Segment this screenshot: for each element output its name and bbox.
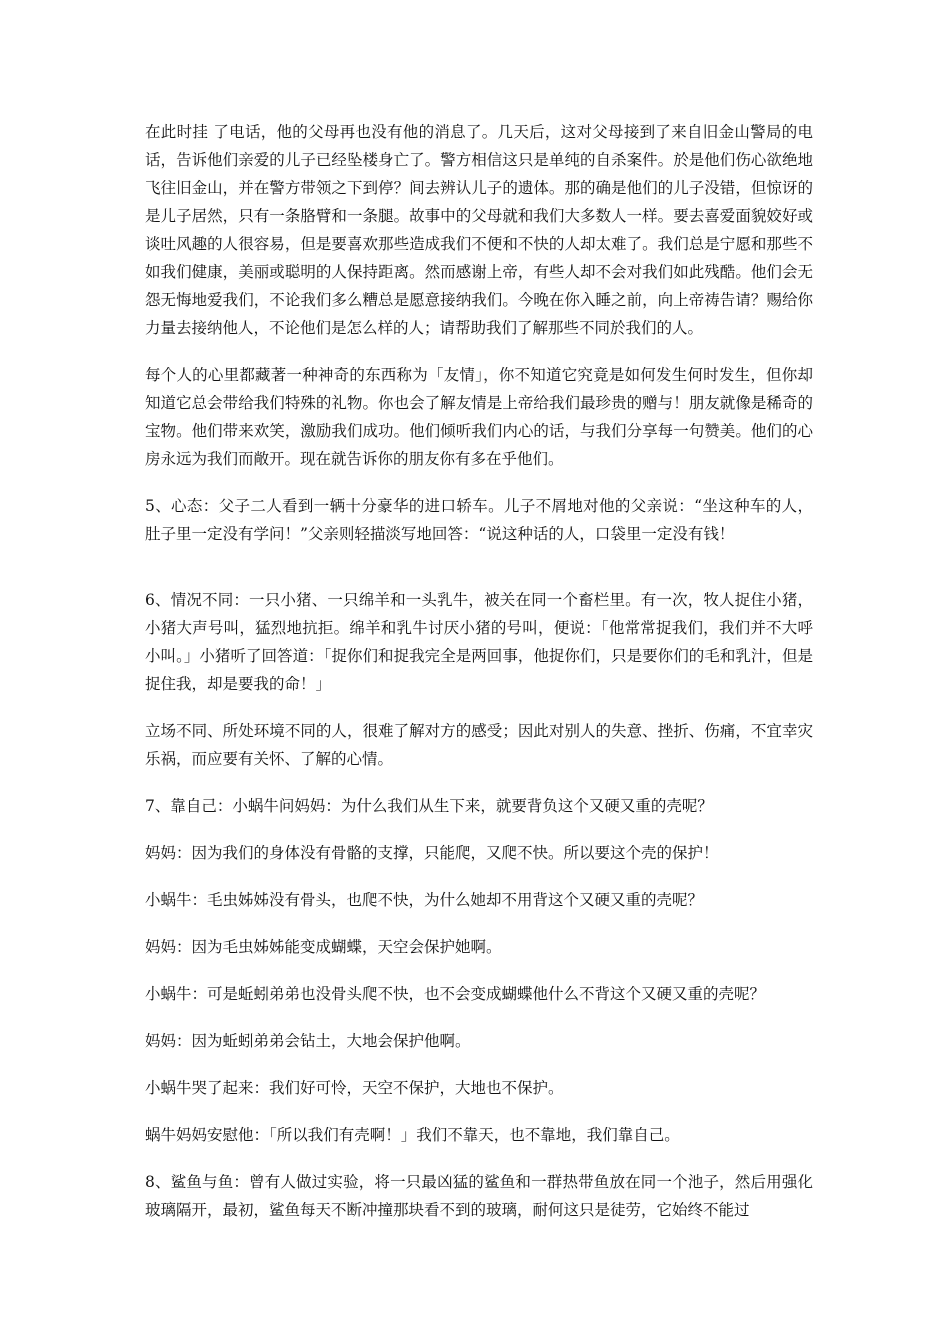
paragraph-friendship: 每个人的心里都藏著一种神奇的东西称为「友情」，你不知道它究竟是如何发生何时发生，但你却知道它总会带给我们特殊的礼物。你也会了解友情是上帝给我们最珍贵的赠与！朋友就像是稀奇的宝物。他们带来欢笑，激励我们成功。他们倾听我们内心的话，与我们分享每一句赞美。他们的心房永远为我们而敞开。现在就告诉你的朋友你有多在乎他们。 — [145, 366, 813, 468]
paragraph-story-7-line-3: 妈妈：因为毛虫姊姊能变成蝴蝶，天空会保护她啊。 — [145, 938, 502, 956]
paragraph-story-7-line-7: 蜗牛妈妈安慰他：「所以我们有壳啊！」我们不靠天，也不靠地，我们靠自己。 — [145, 1126, 680, 1144]
paragraph-story-8-shark: 8、鲨鱼与鱼：曾有人做过实验，将一只最凶猛的鲨鱼和一群热带鱼放在同一个池子，然后用强化玻璃隔开，最初，鲨鱼每天不断冲撞那块看不到的玻璃，耐何这只是徒劳，它始终不能过 — [145, 1173, 813, 1219]
paragraph-story-7-line-2: 小蜗牛：毛虫姊姊没有骨头，也爬不快，为什么她却不用背这个又硬又重的壳呢？ — [145, 891, 704, 909]
paragraph-story-6-moral: 立场不同、所处环境不同的人，很难了解对方的感受；因此对别人的失意、挫折、伤痛，不宜幸灾乐祸，而应要有关怀、了解的心情。 — [145, 722, 813, 768]
paragraph-story-6-different-situation: 6、情况不同：一只小猪、一只绵羊和一头乳牛，被关在同一个畜栏里。有一次，牧人捉住小猪，小猪大声号叫，猛烈地抗拒。绵羊和乳牛讨厌小猪的号叫，便说：「他常常捉我们，我们并不大呼小叫。」小猪听了回答道：「捉你们和捉我完全是两回事，他捉你们，只是要你们的毛和乳汁，但是捉住我，却是要我的命！」 — [145, 591, 813, 693]
paragraph-story-7-line-4: 小蜗牛：可是蚯蚓弟弟也没骨头爬不快，也不会变成蝴蝶他什么不背这个又硬又重的壳呢？ — [145, 985, 766, 1003]
paragraph-story-7-line-5: 妈妈：因为蚯蚓弟弟会钻土，大地会保护他啊。 — [145, 1032, 471, 1050]
paragraph-story-7-title: 7、靠自己：小蜗牛问妈妈：为什么我们从生下来，就要背负这个又硬又重的壳呢？ — [145, 797, 713, 815]
document-body — [145, 118, 813, 1243]
paragraph-story-5-mindset: 5、心态：父子二人看到一辆十分豪华的进口轿车。儿子不屑地对他的父亲说：“坐这种车的人，肚子里一定没有学问！”父亲则轻描淡写地回答：“说这种话的人，口袋里一定没有钱！ — [145, 497, 813, 543]
paragraph-story-7-line-6: 小蜗牛哭了起来：我们好可怜，天空不保护，大地也不保护。 — [145, 1079, 564, 1097]
paragraph-story-ending: 在此时挂 了电话，他的父母再也没有他的消息了。几天后，这对父母接到了来自旧金山警局的电话，告诉他们亲爱的儿子已经坠楼身亡了。警方相信这只是单纯的自杀案件。於是他们伤心欲绝地飞往旧金山，并在警方带领之下到停？间去辨认儿子的遗体。那的确是他们的儿子没错，但惊讶的是儿子居然，只有一条胳臂和一条腿。故事中的父母就和我们大多数人一样。要去喜爱面貌姣好或谈吐风趣的人很容易，但是要喜欢那些造成我们不便和不快的人却太难了。我们总是宁愿和那些不如我们健康，美丽或聪明的人保持距离。然而感谢上帝，有些人却不会对我们如此残酷。他们会无怨无悔地爱我们，不论我们多么糟总是愿意接纳我们。今晚在你入睡之前，向上帝祷告请？赐给你力量去接纳他人，不论他们是怎么样的人；请帮助我们了解那些不同於我们的人。 — [145, 123, 813, 337]
paragraph-story-7-line-1: 妈妈：因为我们的身体没有骨骼的支撑，只能爬，又爬不快。所以要这个壳的保护！ — [145, 844, 719, 862]
